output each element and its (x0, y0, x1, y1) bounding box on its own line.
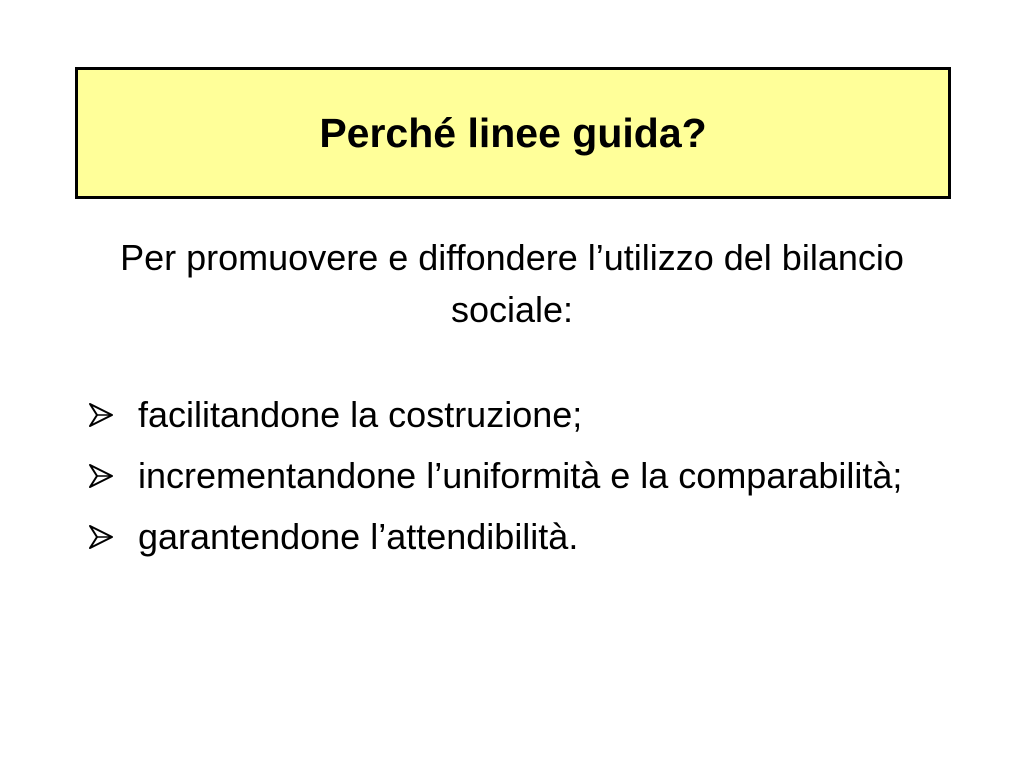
arrowhead-bullet-icon (88, 512, 138, 562)
bullet-item (88, 390, 968, 440)
slide-title: Perché linee guida? (319, 109, 707, 156)
slide-title-box (75, 67, 951, 199)
bullet-list (88, 390, 968, 573)
arrowhead-bullet-icon (88, 390, 138, 440)
slide-intro-text: Per promuovere e diffondere l’utilizzo del bilancio sociale: (120, 237, 904, 330)
bullet-item (88, 451, 968, 501)
bullet-text: facilitandone la costruzione; (138, 394, 583, 435)
bullet-item (88, 512, 968, 562)
arrowhead-bullet-icon (88, 451, 138, 501)
bullet-text: incrementandone l’uniformità e la comparabilità; (138, 455, 903, 496)
bullet-text: garantendone l’attendibilità. (138, 516, 579, 557)
